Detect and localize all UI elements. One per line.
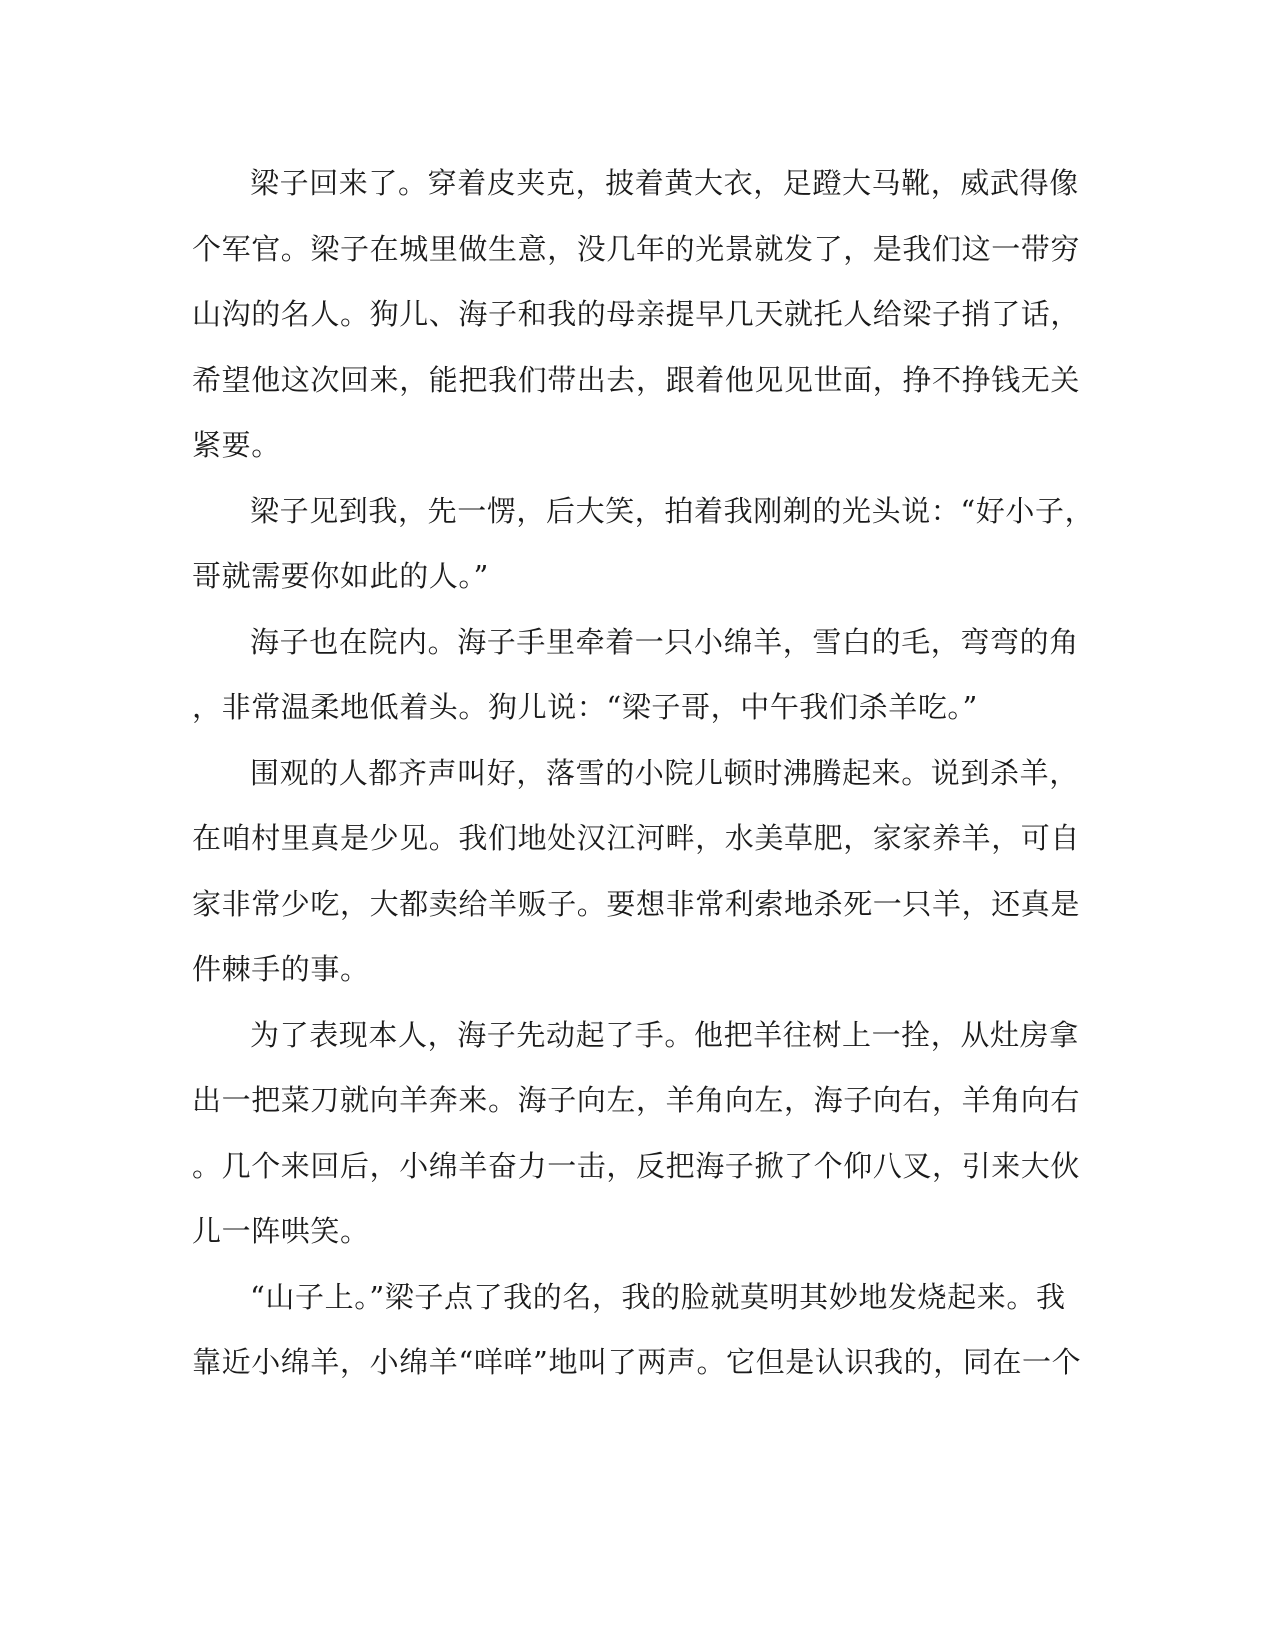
text-line: 儿一阵哄笑。	[192, 1214, 370, 1248]
text-line: 件棘手的事。	[192, 952, 370, 986]
text-line: 梁子见到我，先一愣，后大笑，拍着我刚剃的光头说：“好小子，	[250, 493, 1095, 528]
text-line: 山沟的名人。狗儿、海子和我的母亲提早几天就托人给梁子捎了话，	[192, 297, 1081, 331]
text-line: 。几个来回后，小绵羊奋力一击，反把海子掀了个仰八叉，引来大伙	[192, 1148, 1081, 1183]
text-line: “山子上。”梁子点了我的名，我的脸就莫明其妙地发烧起来。我	[250, 1279, 1066, 1314]
text-line: 梁子回来了。穿着皮夹克，披着黄大衣，足蹬大马靴，威武得像	[250, 166, 1079, 200]
text-line: 个军官。梁子在城里做生意，没几年的光景就发了，是我们这一带穷	[192, 231, 1081, 266]
body-text	[192, 163, 1095, 1408]
text-line: ，非常温柔地低着头。狗儿说：“梁子哥，中午我们杀羊吃。”	[192, 690, 978, 724]
text-line: 海子也在院内。海子手里牵着一只小绵羊，雪白的毛，弯弯的角	[250, 624, 1079, 659]
text-line: 家非常少吃，大都卖给羊贩子。要想非常利索地杀死一只羊，还真是	[192, 886, 1081, 921]
text-line: 为了表现本人，海子先动起了手。他把羊往树上一拴，从灶房拿	[250, 1017, 1079, 1052]
text-line: 在咱村里真是少见。我们地处汉江河畔，水美草肥，家家养羊，可自	[192, 821, 1081, 855]
text-line: 希望他这次回来，能把我们带出去，跟着他见见世面，挣不挣钱无关	[192, 362, 1081, 397]
text-line: 围观的人都齐声叫好，落雪的小院儿顿时沸腾起来。说到杀羊，	[250, 755, 1079, 790]
text-line: 出一把菜刀就向羊奔来。海子向左，羊角向左，海子向右，羊角向右	[192, 1083, 1081, 1117]
text-line: 哥就需要你如此的人。”	[192, 559, 489, 593]
text-line: 靠近小绵羊，小绵羊“咩咩”地叫了两声。它但是认识我的，同在一个	[192, 1345, 1082, 1379]
text-line: 紧要。	[192, 428, 281, 462]
